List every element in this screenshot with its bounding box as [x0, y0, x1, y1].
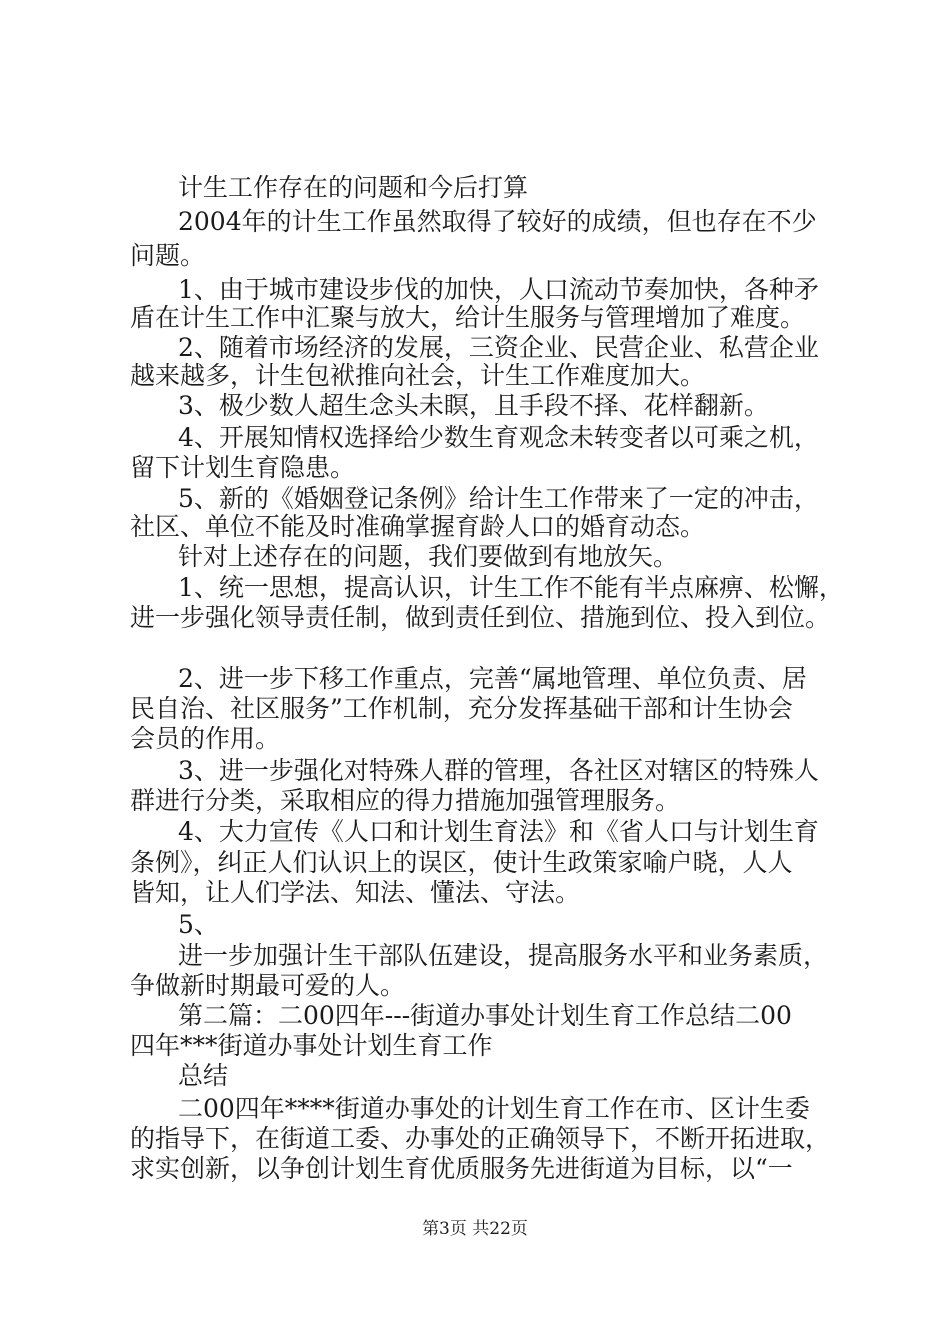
text-line: 争做新时期最可爱的人。 — [130, 971, 406, 1000]
text-line: 3、进一步强化对特殊人群的管理，各社区对辖区的特殊人 — [178, 756, 819, 785]
text-line: 1、由于城市建设步伐的加快，人口流动节奏加快，各种矛 — [178, 275, 819, 304]
text-line: 社区、单位不能及时准确掌握育龄人口的婚育动态。 — [130, 512, 706, 541]
text-line: 问题。 — [130, 241, 206, 270]
text-line: 3、极少数人超生念头未瞑，且手段不择、花样翻新。 — [178, 391, 769, 420]
text-line: 四年***街道办事处计划生育工作 — [130, 1031, 493, 1060]
text-line: 2、随着市场经济的发展，三资企业、民营企业、私营企业 — [178, 333, 819, 362]
text-line: 盾在计生工作中汇聚与放大，给计生服务与管理增加了难度。 — [130, 303, 806, 332]
text-line: 总结 — [178, 1061, 229, 1090]
text-line: 的指导下，在街道工委、办事处的正确领导下，不断开拓进取， — [130, 1124, 831, 1153]
text-line: 5、 — [178, 910, 219, 939]
text-line: 计生工作存在的问题和今后打算 — [178, 173, 529, 202]
text-line: 群进行分类，采取相应的得力措施加强管理服务。 — [130, 786, 681, 815]
text-line: 条例》，纠正人们认识上的误区，使计生政策家喻户晓，人人 — [130, 848, 793, 877]
text-line: 2004年的计生工作虽然取得了较好的成绩，但也存在不少 — [178, 207, 817, 236]
text-line: 2、进一步下移工作重点，完善“属地管理、单位负责、居 — [178, 664, 807, 693]
text-line: 1、统一思想，提高认识，计生工作不能有半点麻痹、松懈， — [178, 573, 844, 602]
text-line: 进一步强化领导责任制，做到责任到位、措施到位、投入到位。 — [130, 603, 831, 632]
text-line: 进一步加强计生干部队伍建设，提高服务水平和业务素质， — [178, 941, 829, 970]
text-line: 求实创新，以争创计划生育优质服务先进街道为目标，以“一 — [130, 1154, 793, 1183]
text-line: 越来越多，计生包袱推向社会，计生工作难度加大。 — [130, 361, 706, 390]
text-line: 会员的作用。 — [130, 724, 281, 753]
text-line: 留下计划生育隐患。 — [130, 453, 356, 482]
text-line: 4、开展知情权选择给少数生育观念未转变者以可乘之机， — [178, 423, 819, 452]
text-line: 二00四年****街道办事处的计划生育工作在市、区计生委 — [178, 1094, 810, 1123]
text-line: 民自治、社区服务”工作机制，充分发挥基础干部和计生协会 — [130, 694, 793, 723]
text-line: 5、新的《婚姻登记条例》给计生工作带来了一定的冲击， — [178, 484, 819, 513]
page-number-footer: 第3页 共22页 — [422, 1219, 528, 1239]
text-line: 针对上述存在的问题，我们要做到有地放矢。 — [178, 542, 679, 571]
text-line: 皆知，让人们学法、知法、懂法、守法。 — [130, 878, 581, 907]
text-line: 第二篇：二00四年---街道办事处计划生育工作总结二00 — [178, 1001, 792, 1030]
text-line: 4、大力宣传《人口和计划生育法》和《省人口与计划生育 — [178, 817, 819, 846]
